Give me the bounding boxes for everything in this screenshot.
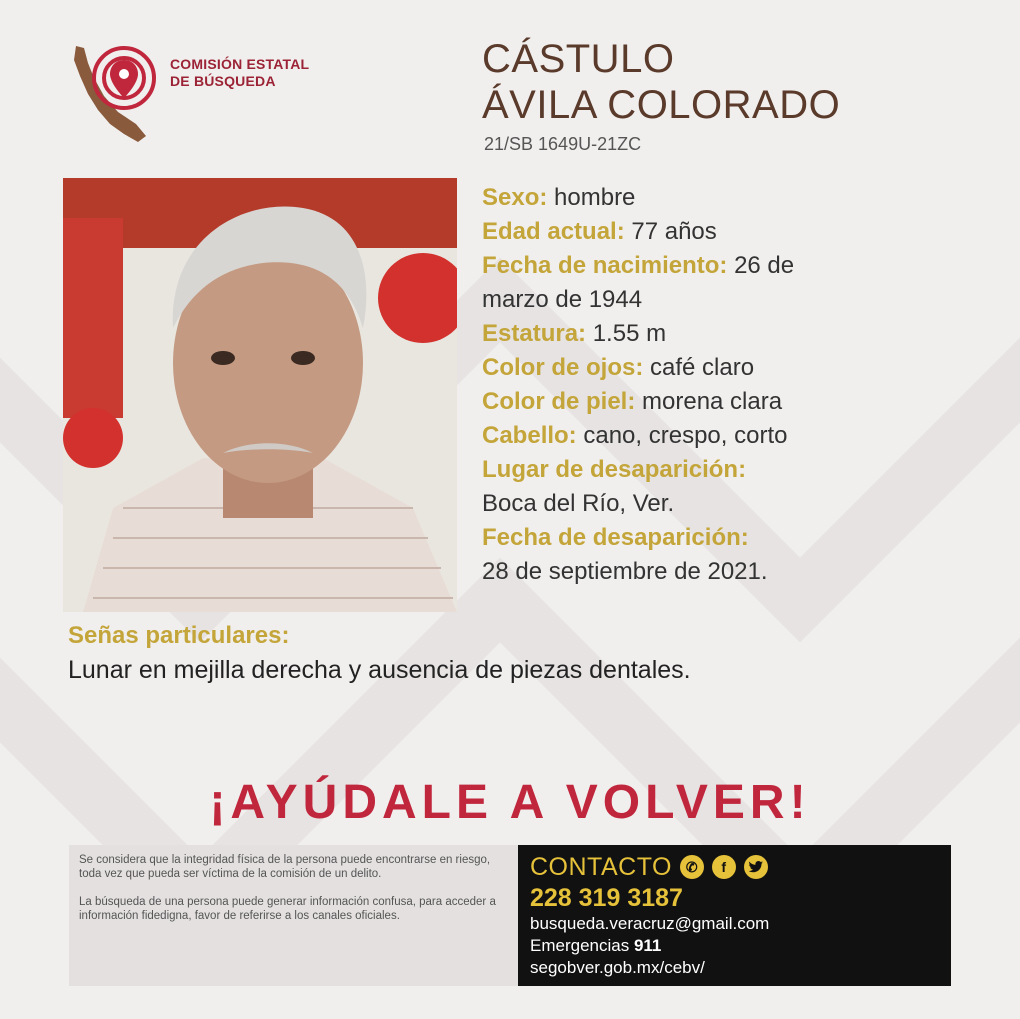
contact-header — [530, 851, 939, 883]
contact-box — [518, 845, 951, 986]
emergency-label: Emergencias — [530, 936, 630, 955]
person-name-line1: CÁSTULO — [482, 37, 675, 81]
detail-estatura — [482, 317, 902, 351]
detail-lugar-label: Lugar de desaparición: — [482, 456, 747, 483]
detail-piel — [482, 385, 902, 419]
detail-cabello — [482, 419, 902, 453]
marks-value: Lunar en mejilla derecha y ausencia de piezas dentales. — [68, 656, 691, 684]
contact-website[interactable]: segobver.gob.mx/cebv/ — [530, 958, 705, 977]
contact-phone[interactable]: 228 319 3187 — [530, 884, 683, 912]
detail-fecha-desap-label: Fecha de desaparición: — [482, 524, 749, 551]
twitter-icon[interactable] — [744, 855, 768, 879]
disclaimer-paragraph-1: Se considera que la integridad física de la persona puede encontrarse en riesgo, toda vez que pueda ser víctima de la comisión de un delito. — [79, 854, 491, 880]
detail-label: Edad actual: — [482, 218, 625, 245]
detail-nacimiento-cont: marzo de 1944 — [482, 286, 643, 313]
detail-label: Color de piel: — [482, 388, 636, 415]
detail-value: 77 años — [631, 218, 717, 245]
detail-value: 1.55 m — [592, 320, 667, 347]
contact-title: CONTACTO — [530, 852, 672, 881]
marks-label: Señas particulares: — [68, 622, 290, 649]
detail-ojos — [482, 351, 902, 385]
person-name-line2: ÁVILA COLORADO — [482, 83, 841, 127]
whatsapp-icon[interactable]: ✆ — [680, 855, 704, 879]
facebook-icon[interactable]: f — [712, 855, 736, 879]
detail-label: Fecha de nacimiento: — [482, 252, 728, 279]
person-photo — [63, 178, 457, 612]
detail-value: cano, crespo, corto — [583, 422, 788, 449]
contact-email[interactable]: busqueda.veracruz@gmail.com — [530, 914, 770, 933]
org-name-line1: COMISIÓN ESTATAL — [170, 56, 310, 72]
org-logo — [66, 38, 356, 148]
org-name — [170, 56, 309, 90]
disclaimer-box — [69, 845, 518, 986]
detail-fecha-desap-value: 28 de septiembre de 2021. — [482, 558, 768, 585]
detail-label: Color de ojos: — [482, 354, 644, 381]
person-details — [482, 181, 902, 589]
detail-edad — [482, 215, 902, 249]
contact-emergency — [530, 935, 939, 957]
detail-label: Sexo: — [482, 184, 548, 211]
detail-value: 26 de — [734, 252, 795, 279]
disclaimer-paragraph-2: La búsqueda de una persona puede generar información confusa, para acceder a información fidedigna, favor de referirse a los canales oficiales. — [79, 896, 496, 922]
detail-label: Estatura: — [482, 320, 587, 347]
emergency-number[interactable]: 911 — [633, 936, 662, 955]
detail-sexo — [482, 181, 902, 215]
detail-nacimiento — [482, 249, 902, 283]
detail-value: hombre — [554, 184, 636, 211]
veracruz-map-icon — [66, 38, 166, 146]
org-name-line2: DE BÚSQUEDA — [170, 73, 276, 89]
case-folio: 21/SB 1649U-21ZC — [484, 134, 642, 154]
detail-label: Cabello: — [482, 422, 577, 449]
detail-value: café claro — [650, 354, 755, 381]
person-name — [482, 36, 840, 128]
detail-lugar-value: Boca del Río, Ver. — [482, 490, 675, 517]
detail-value: morena clara — [642, 388, 783, 415]
call-to-action: ¡AYÚDALE A VOLVER! — [209, 776, 811, 829]
